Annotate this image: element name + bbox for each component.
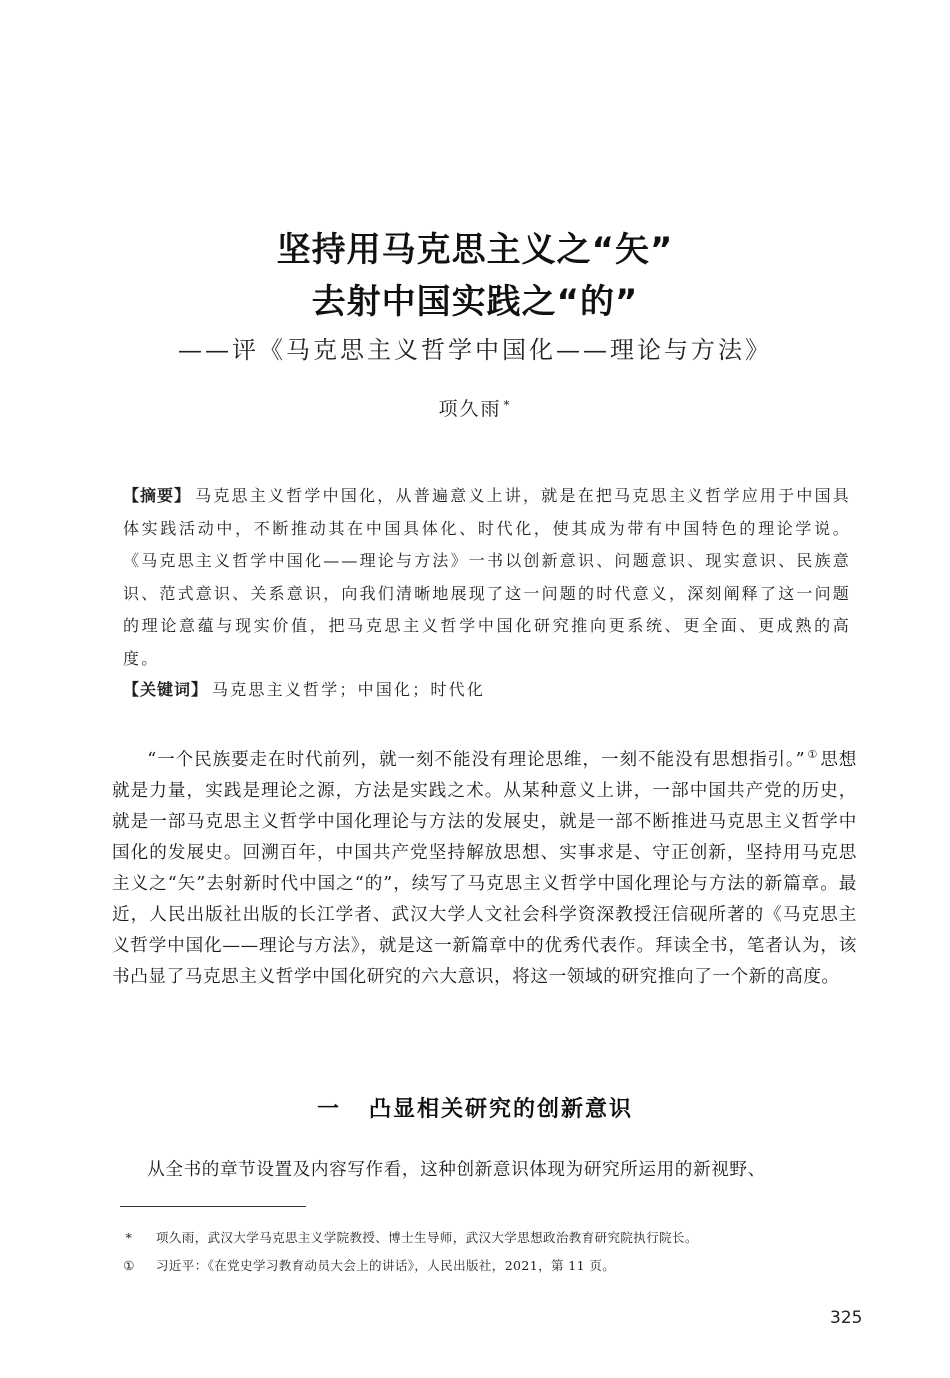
keywords-text: 马克思主义哲学；中国化；时代化 (212, 680, 486, 699)
article-title-line-1: 坚持用马克思主义之“矢” (276, 230, 674, 270)
section-title: 凸显相关研究的创新意识 (369, 1097, 634, 1122)
author-name: 项久雨 (438, 398, 502, 420)
body-text (112, 739, 857, 993)
footnote-text: 项久雨，武汉大学马克思主义学院教授、博士生导师，武汉大学思想政治教育研究院执行院长。 (156, 1230, 698, 1245)
keywords (123, 675, 851, 705)
section-heading (0, 1092, 950, 1123)
author-footnote-mark[interactable]: * (503, 398, 512, 412)
footnote-mark: ① (123, 1258, 135, 1273)
author-line (0, 394, 950, 421)
footnote-mark: * (125, 1230, 133, 1245)
footnotes (123, 1224, 856, 1280)
body-paragraph-part-2: 思想就是力量，实践是理论之源，方法是实践之术。从某种意义上讲，一部中国共产党的历史，就是一部马克思主义哲学中国化理论与方法的发展史，就是一部不断推进马克思主义哲学中国化的发展史。回溯百年，中国共产党坚持解放思想、实事求是、守正创新，坚持用马克思主义之“矢”去射新时代中国之“的”，续写了马克思主义哲学中国化理论与方法的新篇章。最近，人民出版社出版的长江学者、武汉大学人文社会科学资深教授汪信砚所著的《马克思主义哲学中国化——理论与方法》，就是这一新篇章中的优秀代表作。拜读全书，笔者认为，该书凸显了马克思主义哲学中国化研究的六大意识，将这一领域的研究推向了一个新的高度。 (112, 750, 858, 987)
article-subtitle: ——评《马克思主义哲学中国化——理论与方法》 (178, 336, 772, 364)
footnote-ref-1[interactable]: ① (807, 748, 819, 761)
section-paragraph: 从全书的章节设置及内容写作看，这种创新意识体现为研究所运用的新视野、 (147, 1160, 766, 1180)
section-number: 一 (316, 1097, 341, 1122)
abstract-text: 马克思主义哲学中国化，从普遍意义上讲，就是在把马克思主义哲学应用于中国具体实践活动中，不断推动其在中国具体化、时代化，使其成为带有中国特色的理论学说。《马克思主义哲学中国化——理论与方法》一书以创新意识、问题意识、现实意识、民族意识、范式意识、关系意识，向我们清晰地展现了这一问题的时代意义，深刻阐释了这一问题的理论意蕴与现实价值，把马克思主义哲学中国化研究推向更系统、更全面、更成熟的高度。 (123, 486, 852, 668)
abstract (123, 480, 851, 676)
footnote-text: 习近平：《在党史学习教育动员大会上的讲话》，人民出版社，2021，第 11 页。 (156, 1258, 616, 1273)
article-title-line-2: 去射中国实践之“的” (311, 282, 639, 322)
page-number: 325 (830, 1308, 863, 1328)
footnote-item (123, 1252, 856, 1280)
body-paragraph-part-1: “一个民族要走在时代前列，就一刻不能没有理论思维，一刻不能没有思想指引。” (147, 750, 806, 770)
body-paragraph (112, 739, 857, 993)
footnote-divider (120, 1206, 306, 1207)
keywords-label: 【关键词】 (123, 680, 209, 699)
abstract-label: 【摘要】 (123, 486, 192, 505)
footnote-item (125, 1224, 856, 1252)
section-body (112, 1155, 857, 1186)
